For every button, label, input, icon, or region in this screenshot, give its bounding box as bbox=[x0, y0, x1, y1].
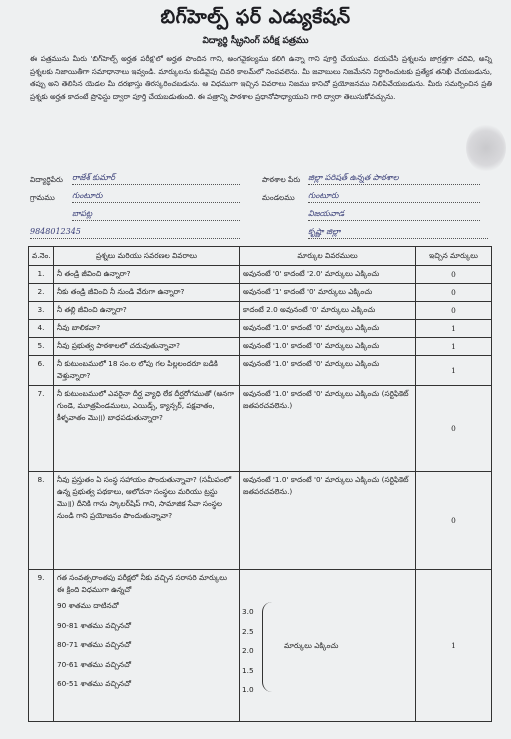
address-line-left[interactable]: బాపట్ల bbox=[72, 208, 240, 221]
form-title: బిగ్‌హెల్ప్ ఫర్ ఎడ్యుకేషన్ bbox=[160, 6, 351, 28]
instructions-paragraph: ఈ పత్రమును మీరు 'బిగ్‌హెల్ప్ అర్హత పరీక్ష'లో అర్హత పొందిన గాని, అంగవైకల్యము కలిగి ఉన్నా గాని పూర్తి చేయుము. దయచేసి ప్రశ్నలను జాగ్రత్తగా చదివి, అన్ని ప్రశ్నలకు నిజాయితీగా సమాధానాలు ఇవ్వండి. మార్కులను కుడివైపు చివరి కాలమ్‌లో నింపవలెను. మీ జవాబులు నిజమేనని నిర్ధారించుటకు ప్రత్యేక తనిఖీ చేయబడును, తప్పు అని తెలిసిన యెడల మీ దరఖాస్తు తిరస్కరించబడును. ఆ విధముగా ఇచ్చిన వివరాలు నిజము కానిచో ప్రయోజనము నిలిపివేయబడును. మీరు సమర్పించిన ప్రతి ప్రశ్నకు అర్హత కాదంటే ప్రొఫెస్టు ద్వారా పూర్తి చేయబడుతుంది. ఈ పత్రాన్ని పాఠశాల ప్రధానోపాధ్యాయుని గారి ద్వారా తెలుసుకోవచ్చును. bbox=[30, 54, 492, 101]
header-question: ప్రశ్నలు మరియు సవరణల వివరాలు bbox=[54, 247, 240, 266]
row-mark[interactable]: 0 bbox=[416, 266, 492, 284]
row-detail: అవునంటే '0' కాదంటే '2.0' మార్కులు ఎక్కించు bbox=[240, 266, 416, 284]
row-mark[interactable]: 1 bbox=[416, 570, 492, 722]
table-row bbox=[29, 302, 492, 320]
form-subtitle: విద్యార్థి స్క్రీనింగ్ పరీక్ష పత్రము bbox=[202, 36, 309, 46]
school-field[interactable]: జిల్లా పరిషత్ ఉన్నత పాఠశాల bbox=[308, 172, 480, 185]
table-row bbox=[29, 320, 492, 338]
range-item: 90 శాతము దాటినచో bbox=[57, 601, 119, 610]
curly-brace bbox=[262, 602, 277, 692]
row-question: నీ తండ్రి జీవించి ఉన్నారా? bbox=[54, 266, 240, 284]
table-row bbox=[29, 266, 492, 284]
row-no: 6. bbox=[29, 356, 54, 386]
table-row-marks bbox=[29, 570, 492, 722]
row-detail: అవునంటే '1' కాదంటే '0' మార్కులు ఎక్కించు bbox=[240, 284, 416, 302]
range-value: 1.0 bbox=[242, 685, 254, 694]
values-column bbox=[242, 602, 260, 700]
row-question: నీవు బాలికవా? bbox=[54, 320, 240, 338]
header-no: వ.నెం. bbox=[29, 247, 54, 266]
row-no: 4. bbox=[29, 320, 54, 338]
range-value: 2.5 bbox=[242, 626, 254, 636]
range-item: 60-51 శాతము వచ్చినచో bbox=[57, 679, 132, 688]
address-line-right[interactable]: విజయవాడ bbox=[308, 208, 480, 221]
range-item: 80-71 శాతము వచ్చినచో bbox=[57, 640, 132, 649]
phone-line-left[interactable]: 9848012345 bbox=[30, 226, 240, 239]
row-no: 9. bbox=[29, 570, 54, 722]
paper-stain bbox=[466, 124, 506, 172]
range-item: 70-61 శాతము వచ్చినచో bbox=[57, 659, 132, 669]
village-field[interactable]: గుంటూరు bbox=[72, 190, 240, 203]
row-question-ranges bbox=[54, 570, 240, 722]
row-no: 5. bbox=[29, 338, 54, 356]
row-no: 2. bbox=[29, 284, 54, 302]
student-name-field[interactable]: రాజేశ్ కుమార్ bbox=[72, 172, 240, 185]
row-mark[interactable]: 1 bbox=[416, 320, 492, 338]
table-row bbox=[29, 386, 492, 472]
row-mark[interactable]: 0 bbox=[416, 472, 492, 570]
row-mark[interactable]: 1 bbox=[416, 338, 492, 356]
row-no: 1. bbox=[29, 266, 54, 284]
range-value: 2.0 bbox=[242, 646, 254, 655]
row-question: నీకు తండ్రి జీవించి నీ నుండి వేరుగా ఉన్నారా? bbox=[54, 284, 240, 302]
mandal-label: మండలము bbox=[262, 193, 295, 202]
row-question: నీవు ప్రభుత్వ పాఠశాలలో చదువుతున్నావా? bbox=[54, 338, 240, 356]
row-detail: అవునంటే '1.0' కాదంటే '0' మార్కులు ఎక్కించు (సర్టిఫికెట్ జతపరచవలెను.) bbox=[240, 472, 416, 570]
header-marks-given: ఇచ్చిన మార్కులు bbox=[416, 247, 492, 266]
row9-question: గత సంవత్సరాంతపు పరీక్షలో నీకు వచ్చిన సరాసరి మార్కులు bbox=[57, 573, 227, 582]
table-row bbox=[29, 356, 492, 386]
mandal-field[interactable]: గుంటూరు bbox=[308, 190, 480, 203]
row-detail: అవునంటే '1.0' కాదంటే '0' మార్కులు ఎక్కించు bbox=[240, 320, 416, 338]
table-header-row bbox=[29, 247, 492, 266]
screening-table bbox=[28, 246, 492, 722]
row-detail-values bbox=[240, 570, 416, 722]
range-value: 1.5 bbox=[242, 665, 254, 675]
row9-intro: ఈ క్రింది విధముగా ఉన్నచో bbox=[57, 585, 132, 594]
row-no: 3. bbox=[29, 302, 54, 320]
row-mark[interactable]: 0 bbox=[416, 386, 492, 472]
row-no: 8. bbox=[29, 472, 54, 570]
district-line-right[interactable]: కృష్ణా జిల్లా bbox=[308, 226, 488, 239]
row-question: నీ కుటుంబములో 18 సం.ల లోపు గల పిల్లలందరూ బడికి వెళ్తున్నారా? bbox=[54, 356, 240, 386]
row-mark[interactable]: 1 bbox=[416, 356, 492, 386]
row-question: నీ కుటుంబములో ఎవరైనా దీర్ఘ వ్యాధి లేక దీర్ఘరోగముతో (అనగా గుండె, మూత్రపిండములు, ఎయిడ్స్, క్యాన్సర్, పక్షవాతం, కీళ్ళవాతం మొ॥) బాధపడుతున్నారా? bbox=[54, 386, 240, 472]
range-item: 90-81 శాతము వచ్చినచో bbox=[57, 620, 132, 630]
row-question: నీవు ప్రస్తుతం ఏ సంస్థ సహాయం పొందుతున్నావా? (సమీపంలో ఉన్న ప్రభుత్వ పథకాలు, ఆలోచనా సంస్థలు మరియు ట్రస్టు మొ॥) దీనికి గాను స్కాలర్‌షిప్ గాని, సామాజిక సేవా సంస్థల నుండి గాని ప్రయోజనం పొందుతున్నావా? bbox=[54, 472, 240, 570]
row-mark[interactable]: 0 bbox=[416, 284, 492, 302]
header-marks-detail: మార్కుల వివరములు bbox=[240, 247, 416, 266]
table-row bbox=[29, 284, 492, 302]
school-label: పాఠశాల పేరు bbox=[262, 175, 301, 184]
range-value: 3.0 bbox=[242, 607, 254, 616]
row-no: 7. bbox=[29, 386, 54, 472]
village-label: గ్రామము bbox=[30, 193, 55, 202]
row-detail: అవునంటే '1.0' కాదంటే '0' మార్కులు ఎక్కించు (సర్టిఫికెట్ జతపరచవలెను.) bbox=[240, 386, 416, 472]
row-detail: అవునంటే '1.0' కాదంటే '0' మార్కులు ఎక్కించు bbox=[240, 338, 416, 356]
row-detail: అవునంటే '1.0' కాదంటే '0' మార్కులు ఎక్కించు bbox=[240, 356, 416, 386]
row-mark[interactable]: 0 bbox=[416, 302, 492, 320]
table-row bbox=[29, 338, 492, 356]
row-detail: కాదంటే 2.0 అవునంటే '0' మార్కులు ఎక్కించు bbox=[240, 302, 416, 320]
student-name-label: విద్యార్థిపేరు bbox=[30, 175, 63, 184]
table-row bbox=[29, 472, 492, 570]
enter-marks-note: మార్కులు ఎక్కించు bbox=[284, 641, 339, 650]
row-question: నీ తల్లి జీవించి ఉన్నారా? bbox=[54, 302, 240, 320]
